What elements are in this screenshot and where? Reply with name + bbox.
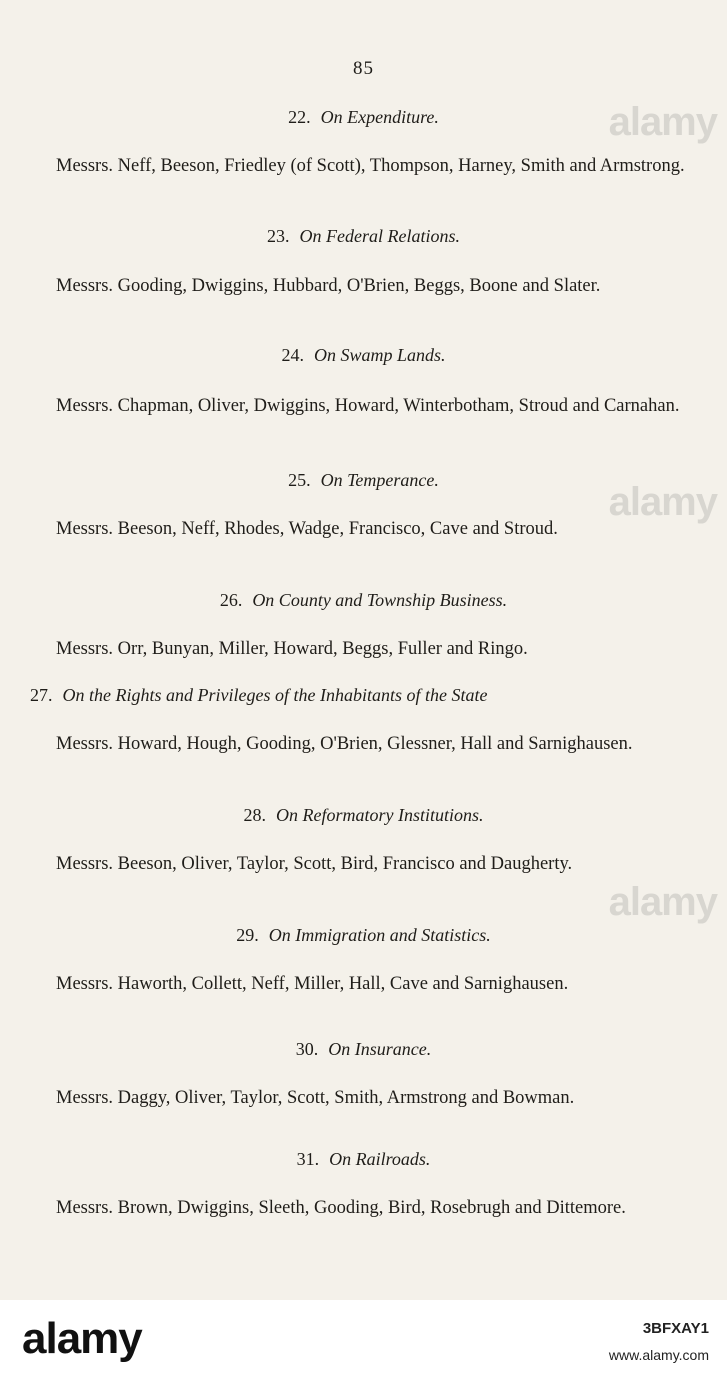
committee-heading [0,1039,727,1060]
page-number: 85 [353,58,374,79]
committee-heading [30,685,690,706]
committee-title: On Expenditure. [320,107,439,127]
committee-members: Messrs. Beeson, Oliver, Taylor, Scott, Bird, Francisco and Daugherty. [56,854,573,874]
committee-heading [0,590,727,611]
committee-title: On Federal Relations. [299,226,460,246]
committee-members: Messrs. Daggy, Oliver, Taylor, Scott, Smith, Armstrong and Bowman. [56,1088,575,1108]
committee-number: 24. [281,345,304,365]
committee-title: On County and Township Business. [252,590,508,610]
committee-members: Messrs. Gooding, Dwiggins, Hubbard, O'Brien, Beggs, Boone and Slater. [56,276,601,296]
committee-members: Messrs. Howard, Hough, Gooding, O'Brien, Glessner, Hall and Sarnighausen. [56,734,633,754]
committee-heading [0,925,727,946]
committee-heading [0,1149,727,1170]
committee-number: 31. [296,1149,320,1169]
committee-number: 28. [243,805,266,825]
committee-title: On Railroads. [329,1149,431,1169]
committee-title: On the Rights and Privileges of the Inhabitants of the State [62,685,488,705]
committee-title: On Insurance. [328,1039,432,1059]
committee-number: 30. [295,1039,319,1059]
committee-members: Messrs. Orr, Bunyan, Miller, Howard, Beggs, Fuller and Ringo. [56,639,528,659]
committee-title: On Reformatory Institutions. [276,805,484,825]
footer-url: www.alamy.com [608,1347,709,1363]
committee-heading [0,805,727,826]
watermark: alamy [608,480,717,524]
committee-number: 23. [267,226,290,246]
committee-heading [0,345,727,366]
committee-members: Messrs. Haworth, Collett, Neff, Miller, Hall, Cave and Sarnighausen. [56,974,569,994]
committee-title: On Immigration and Statistics. [268,925,491,945]
committee-number: 22. [288,107,311,127]
committee-title: On Temperance. [320,470,439,490]
footer-info [609,1320,709,1363]
committee-members: Messrs. Beeson, Neff, Rhodes, Wadge, Francisco, Cave and Stroud. [56,519,558,539]
committee-number: 27. [30,685,53,705]
committee-title: On Swamp Lands. [313,345,446,365]
committee-members: Messrs. Chapman, Oliver, Dwiggins, Howard, Winterbotham, Stroud and Carnahan. [56,396,680,416]
committee-members: Messrs. Neff, Beeson, Friedley (of Scott), Thompson, Harney, Smith and Armstrong. [56,156,685,176]
watermark: alamy [608,880,717,924]
committee-members: Messrs. Brown, Dwiggins, Sleeth, Gooding, Bird, Rosebrugh and Dittemore. [56,1198,626,1218]
committee-number: 26. [219,590,243,610]
footer-bar [0,1300,727,1390]
watermark: alamy [608,100,717,144]
committee-number: 29. [236,925,259,945]
image-id: 3BFXAY1 [642,1320,709,1337]
footer-logo: alamy [22,1314,142,1363]
committee-number: 25. [288,470,311,490]
committee-heading [0,226,727,247]
